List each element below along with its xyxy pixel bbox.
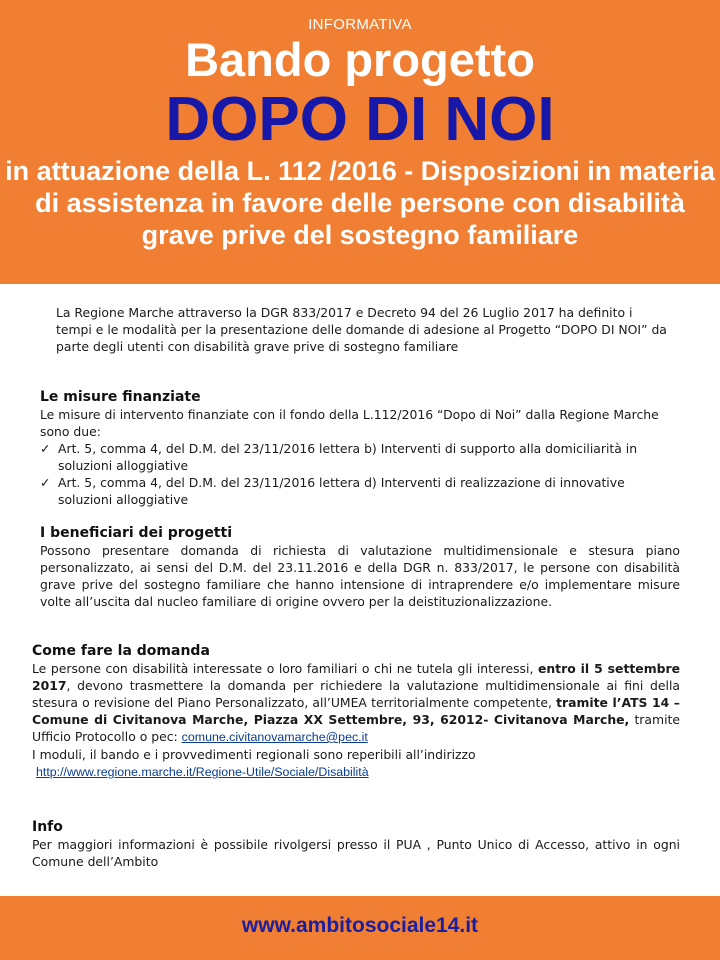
misure-text: Le misure di intervento finanziate con il fondo della L.112/2016 “Dopo di Noi” dalla Regione Marche sono due: bbox=[40, 407, 659, 439]
checkmark-icon: ✓ bbox=[40, 441, 51, 456]
domanda-text-part: Le persone con disabilità interessate o loro familiari o chi ne tutela gli interessi, bbox=[32, 661, 538, 676]
footer-url-link[interactable]: www.ambitosociale14.it bbox=[241, 914, 479, 937]
footer-banner bbox=[0, 896, 720, 960]
domanda-address: tramite l’ATS 14 – Comune di Civitanova Marche, Piazza XX Settembre, 93, 62012- Civitanova Marche, bbox=[32, 695, 681, 727]
title-line-1: Bando progetto bbox=[185, 33, 535, 86]
info-section bbox=[32, 818, 680, 870]
domanda-text bbox=[32, 660, 680, 746]
domanda-deadline: entro il 5 settembre 2017 bbox=[32, 661, 680, 693]
regione-link[interactable]: http://www.regione.marche.it/Regione-Utile/Sociale/Disabilità bbox=[36, 765, 369, 779]
misure-item-1: Art. 5, comma 4, del D.M. del 23/11/2016 lettera b) Interventi di supporto alla domiciliarità in soluzioni alloggiative bbox=[58, 441, 638, 473]
info-title: Info bbox=[32, 819, 63, 835]
document-body bbox=[0, 284, 720, 896]
info-text: Per maggiori informazioni è possibile rivolgersi presso il PUA , Punto Unico di Accesso, attivo in ogni Comune dell’Ambito bbox=[32, 837, 680, 869]
list-item bbox=[40, 440, 670, 474]
domanda-text-part: tramite Ufficio Protocollo o pec: bbox=[32, 712, 680, 744]
pec-link[interactable]: comune.civitanovamarche@pec.it bbox=[181, 730, 368, 744]
intro-lead: La Regione Marche bbox=[56, 305, 174, 320]
intro-rest: attraverso la DGR 833/2017 e Decreto 94 del 26 Luglio 2017 ha definito i tempi e le modalità per la presentazione delle domande di adesione al Progetto “DOPO DI NOI” da parte degli utenti con disabilità grave prive di sostegno familiare bbox=[56, 305, 667, 354]
domanda-title: Come fare la domanda bbox=[32, 643, 210, 659]
list-item bbox=[40, 474, 670, 508]
misure-section bbox=[40, 388, 670, 508]
beneficiari-section bbox=[40, 524, 680, 610]
misure-item-2: Art. 5, comma 4, del D.M. del 23/11/2016 lettera d) Interventi di realizzazione di innovative soluzioni alloggiative bbox=[58, 475, 625, 507]
moduli-text: I moduli, il bando e i provvedimenti regionali sono reperibili all’indirizzo bbox=[32, 747, 476, 762]
checkmark-icon: ✓ bbox=[40, 475, 51, 490]
header-banner bbox=[0, 0, 720, 284]
header-kicker: INFORMATIVA bbox=[308, 16, 412, 33]
domanda-text-part: , devono trasmettere la domanda per richiedere la valutazione multidimensionale ai fini della stesura o revisione del Piano Personalizzato, all’UMEA territorialmente competente, bbox=[32, 678, 680, 710]
header-subtitle: in attuazione della L. 112 /2016 - Disposizioni in materia di assistenza in favore delle persone con disabilità grave prive del sostegno familiare bbox=[5, 156, 715, 250]
misure-list bbox=[40, 440, 670, 508]
beneficiari-title: I beneficiari dei progetti bbox=[40, 525, 232, 541]
domanda-section bbox=[32, 642, 680, 781]
misure-title: Le misure finanziate bbox=[40, 389, 201, 405]
intro-paragraph bbox=[56, 304, 670, 355]
title-line-2: DOPO DI NOI bbox=[165, 85, 555, 154]
beneficiari-text: Possono presentare domanda di richiesta di valutazione multidimensionale e stesura piano personalizzato, ai sensi del D.M. del 23.11.2016 e della DGR n. 833/2017, le persone con disabilità grave prive del sostegno familiare che hanno intensione di intraprendere e/o implementare misure volte all’uscita dal nucleo familiare di origine ovvero per la deistituzionalizzazione. bbox=[40, 543, 680, 609]
